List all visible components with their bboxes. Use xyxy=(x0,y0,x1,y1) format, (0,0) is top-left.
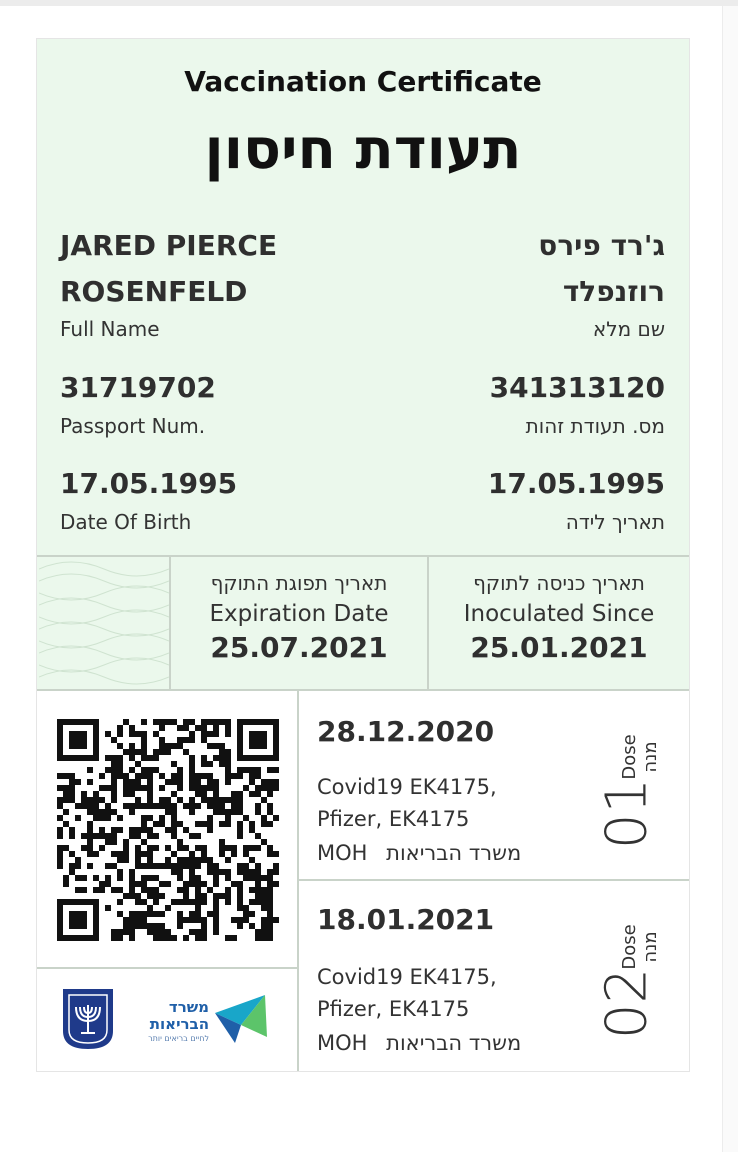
ministry-logo-icon xyxy=(205,985,275,1053)
dose-1-number: 01 xyxy=(594,777,660,850)
ministry-logo-text xyxy=(129,999,209,1044)
divider-validity xyxy=(37,689,689,691)
passport-label: Passport Num. xyxy=(60,414,206,438)
id-label: מס. תעודת זהות xyxy=(525,414,665,438)
dose-2-label xyxy=(619,907,661,987)
inoculated-date: 25.01.2021 xyxy=(470,631,648,664)
id-number: 341313120 xyxy=(489,371,665,404)
ministry-name-line1: משרד xyxy=(168,998,209,1016)
inoculated-label-en: Inoculated Since xyxy=(463,601,655,627)
dose-1-label-he: מנה xyxy=(640,741,661,773)
inoculated-block xyxy=(429,571,689,664)
dose-1-label-en: Dose xyxy=(619,734,640,780)
divider-doses xyxy=(299,879,689,881)
date-of-birth-en: 17.05.1995 xyxy=(60,467,238,500)
dose-1-issuer-he: משרד הבריאות xyxy=(386,841,522,865)
state-emblem-icon xyxy=(61,987,115,1051)
dose-2-date: 18.01.2021 xyxy=(317,903,495,936)
ministry-tagline: לחיים בריאים יותר xyxy=(148,1034,209,1043)
dose-2-manufacturer: Pfizer, EK4175 xyxy=(317,997,470,1021)
title-english: Vaccination Certificate xyxy=(184,65,542,98)
full-name-label-he: שם מלא xyxy=(592,317,665,341)
vaccination-certificate-card xyxy=(36,38,690,1072)
ministry-name-line2: הבריאות xyxy=(149,1015,209,1033)
expiration-label-he: תאריך תפוגת התוקף xyxy=(210,571,388,595)
guilloche-pattern xyxy=(39,559,169,687)
inoculated-label-he: תאריך כניסה לתוקף xyxy=(473,571,645,595)
dose-1-issuer xyxy=(317,841,521,865)
passport-number: 31719702 xyxy=(60,371,216,404)
full-name-he-line2: רוזנפלד xyxy=(562,275,665,308)
full-name-he-line1: ג'רד פירס xyxy=(538,229,665,262)
qr-code xyxy=(57,719,279,941)
dose-2-label-he: מנה xyxy=(640,931,661,963)
dose-2-issuer-he: משרד הבריאות xyxy=(386,1031,522,1055)
date-of-birth-he: 17.05.1995 xyxy=(487,467,665,500)
logos-area xyxy=(37,969,297,1071)
full-name-label-en: Full Name xyxy=(60,317,160,341)
dose-2-issuer-en: MOH xyxy=(317,1031,368,1055)
dose-2-issuer xyxy=(317,1031,521,1055)
title-hebrew: תעודת חיסון xyxy=(204,117,522,182)
right-edge xyxy=(722,6,738,1152)
date-of-birth-label-he: תאריך לידה xyxy=(565,510,665,534)
expiration-date: 25.07.2021 xyxy=(210,631,388,664)
dose-1-label xyxy=(619,717,661,797)
divider-identity xyxy=(37,555,689,557)
dose-1-issuer-en: MOH xyxy=(317,841,368,865)
divider-qr-doses xyxy=(297,691,299,1071)
expiration-block xyxy=(171,571,427,664)
dose-2-number: 02 xyxy=(594,967,660,1040)
dose-2-vaccine: Covid19 EK4175, xyxy=(317,965,497,989)
full-name-en-line2: ROSENFELD xyxy=(60,275,248,308)
dose-1-manufacturer: Pfizer, EK4175 xyxy=(317,807,470,831)
dose-1-date: 28.12.2020 xyxy=(317,715,495,748)
dose-1-vaccine: Covid19 EK4175, xyxy=(317,775,497,799)
dose-2-label-en: Dose xyxy=(619,924,640,970)
expiration-label-en: Expiration Date xyxy=(209,601,389,627)
date-of-birth-label-en: Date Of Birth xyxy=(60,510,192,534)
top-band xyxy=(0,0,738,6)
full-name-en-line1: JARED PIERCE xyxy=(60,229,278,262)
